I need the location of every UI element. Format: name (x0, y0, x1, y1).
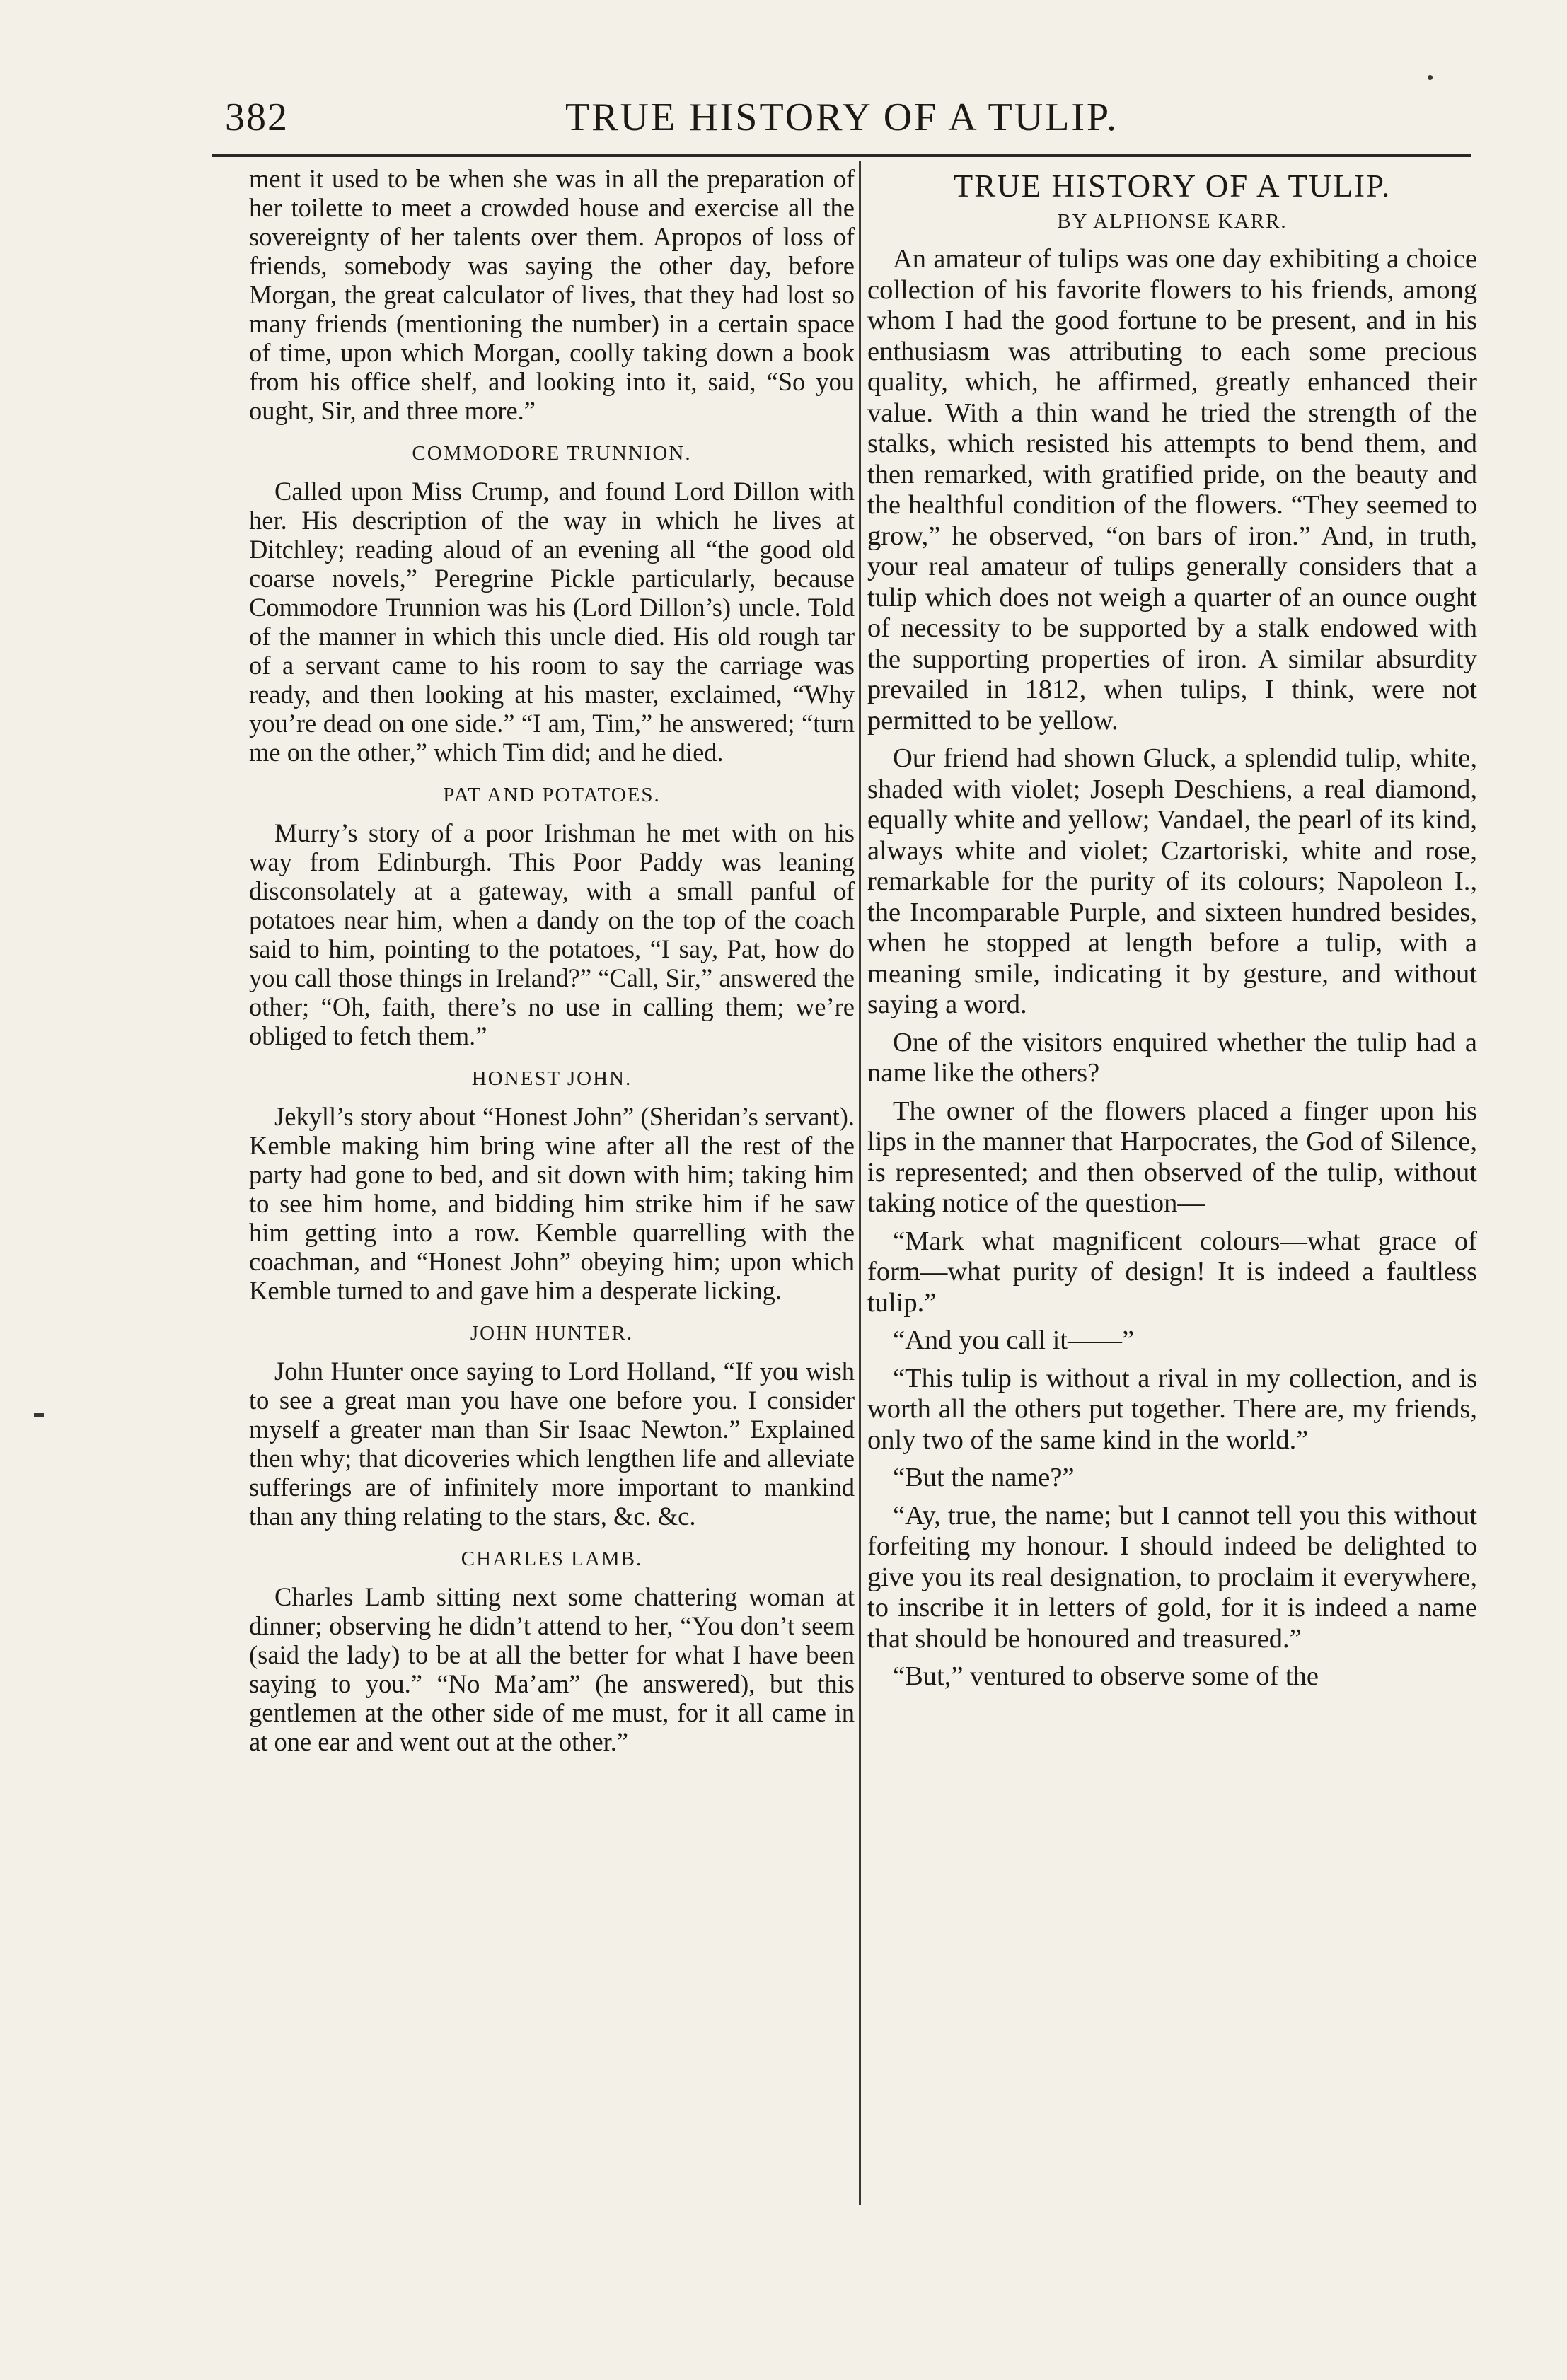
article-paragraph: Our friend had shown Gluck, a splendid tulip, white, shaded with violet; Joseph Deschiens, a real diamond, equally white and yellow; Vandael, the pearl of its kind, always white and violet; Czartoriski, white and rose, remarkable for the purity of its colours; Napoleon I., the Incomparable Purple, and sixteen hundred besides, when he stopped at length before a tulip, with a meaning smile, indicating it by gesture, and without saying a word. (867, 743, 1477, 1019)
article-paragraph: “But,” ventured to observe some of the (893, 1661, 1319, 1691)
article-paragraph: “Ay, true, the name; but I cannot tell you this without forfeiting my honour. I should indeed be delighted to give you its real designation, to proclaim it everywhere, to inscribe it in letters of gold, for it is indeed a name that should be honoured and treasured.” (867, 1500, 1477, 1654)
section-text-pat-and-potatoes: Murry’s story of a poor Irishman he met with on his way from Edinburgh. This Poor Paddy was leaning disconsolately at a gateway, with a small panful of potatoes near him, when a dandy on the top of the coach said to him, pointing to the potatoes, “I say, Pat, how do you call those things in Ireland?” “Call, Sir,” answered the other; “Oh, faith, there’s no use in calling them; we’re obliged to fetch them.” (249, 818, 855, 1050)
running-title: TRUE HISTORY OF A TULIP. (565, 95, 1118, 139)
article-paragraph: “But the name?” (893, 1463, 1075, 1492)
article-paragraph: An amateur of tulips was one day exhibiting a choice collection of his favorite flowers to his friends, among whom I had the good fortune to be present, and in his enthusiasm was attributing to each some precious quality, which, he affirmed, greatly enhanced their value. With a thin wand he tried the strength of the stalks, which resisted his attempts to bend them, and then remarked, with gratified pride, on the beauty and the healthful condition of the flowers. “They seemed to grow,” he observed, “on bars of iron.” And, in truth, your real amateur of tulips generally considers that a tulip which does not weigh a quarter of an ounce ought of necessity to be supported by a stalk endowed with the supporting properties of iron. A similar absurdity prevailed in 1812, when tulips, I think, were not permitted to be yellow. (867, 244, 1477, 736)
page-number: 382 (225, 95, 289, 139)
column-divider (859, 161, 861, 2205)
right-column (867, 164, 1477, 1700)
article-paragraph: “This tulip is without a rival in my collection, and is worth all the others put together. There are, my friends, only two of the same kind in the world.” (867, 1363, 1477, 1455)
article-paragraph: “Mark what magnificent colours—what grace of form—what purity of design! It is indeed a faultless tulip.” (867, 1226, 1477, 1318)
article-paragraph: The owner of the flowers placed a finger upon his lips in the manner that Harpocrates, the God of Silence, is represented; and then observed of the tulip, without taking notice of the question— (867, 1096, 1477, 1218)
article-byline: BY ALPHONSE KARR. (1057, 209, 1288, 233)
page-header (212, 91, 1471, 154)
section-heading-honest-john: HONEST JOHN. (471, 1067, 632, 1090)
section-text-honest-john: Jekyll’s story about “Honest John” (Sheridan’s servant). Kemble making him bring wine after all the rest of the party had gone to bed, and sit down with him; taking him to see him home, and bidding him strike him if he saw him getting into a row. Kemble quarrelling with the coachman, and “Honest John” obeying him; upon which Kemble turned to and gave him a desperate licking. (249, 1102, 855, 1305)
section-heading-commodore-trunnion: COMMODORE TRUNNION. (412, 442, 692, 465)
margin-mark (34, 1413, 44, 1417)
continued-paragraph: ment it used to be when she was in all the preparation of her toilette to meet a crowded house and exercise all the sovereignty of her talents over them. Apropos of loss of friends, somebody was saying the other day, before Morgan, the great calculator of lives, that they had lost so many friends (mentioning the number) in a certain space of time, upon which Morgan, coolly taking down a book from his office shelf, and looking into it, said, “So you ought, Sir, and three more.” (249, 164, 855, 425)
print-speck (1428, 75, 1433, 80)
section-text-commodore-trunnion: Called upon Miss Crump, and found Lord Dillon with her. His description of the way in which he lives at Ditchley; reading aloud of an evening all “the good old coarse novels,” Peregrine Pickle particularly, because Commodore Trunnion was his (Lord Dillon’s) uncle. Told of the manner in which this uncle died. His old rough tar of a servant came to his room to say the carriage was ready, and then looking at his master, exclaimed, “Why you’re dead on one side.” “I am, Tim,” he answered; “turn me on the other,” which Tim did; and he died. (249, 477, 855, 767)
section-text-john-hunter: John Hunter once saying to Lord Holland, “If you wish to see a great man you have one before you. I consider myself a greater man than Sir Isaac Newton.” Explained then why; that dicoveries which lengthen life and alleviate sufferings are of infinitely more important to mankind than any thing relating to the stars, &c. &c. (249, 1357, 855, 1531)
section-text-charles-lamb: Charles Lamb sitting next some chattering woman at dinner; observing he didn’t attend to her, “You don’t seem (said the lady) to be at all the better for what I have been saying to you.” “No Ma’am” (he answered), but this gentlemen at the other side of me must, for it all came in at one ear and went out at the other.” (249, 1582, 855, 1756)
section-heading-john-hunter: JOHN HUNTER. (470, 1322, 634, 1345)
section-heading-charles-lamb: CHARLES LAMB. (461, 1548, 643, 1570)
article-title: TRUE HISTORY OF A TULIP. (953, 168, 1392, 204)
article-paragraph: “And you call it——” (893, 1325, 1135, 1355)
article-paragraph: One of the visitors enquired whether the tulip had a name like the others? (867, 1027, 1477, 1088)
left-column (249, 164, 855, 1763)
header-rule (212, 154, 1471, 157)
section-heading-pat-and-potatoes: PAT AND POTATOES. (443, 784, 661, 806)
